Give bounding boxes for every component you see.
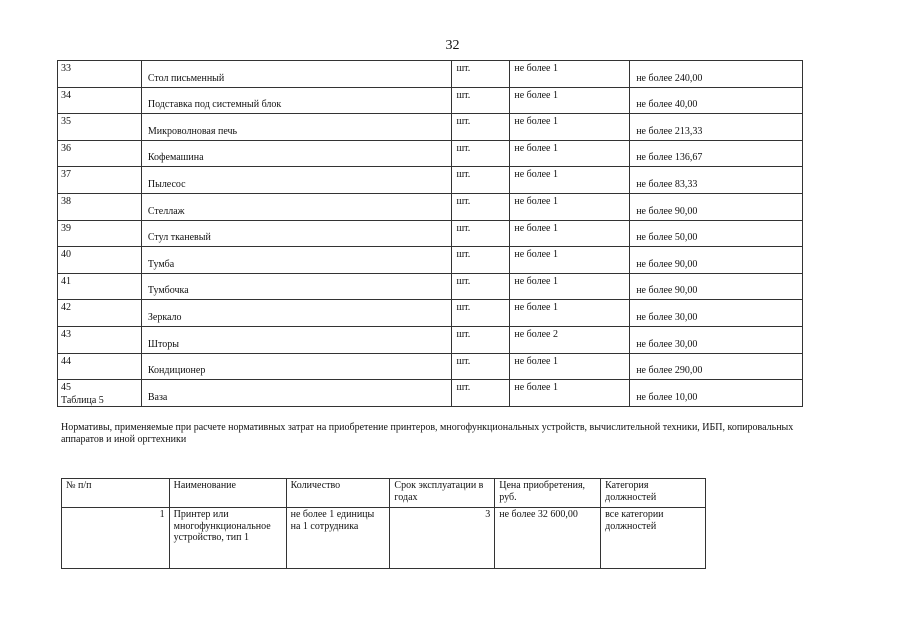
cell-qty: не более 1 <box>510 380 630 407</box>
cell-price: не более 30,00 <box>630 326 803 353</box>
cell-price: не более 32 600,00 <box>495 508 601 569</box>
cell-num: 35 <box>58 114 142 141</box>
cell-name: Шторы <box>141 326 452 353</box>
table-row <box>58 220 803 247</box>
cell-num: 1 <box>62 508 170 569</box>
cell-num: 45 <box>58 380 142 407</box>
cell-price: не более 136,67 <box>630 140 803 167</box>
cell-price: не более 90,00 <box>630 193 803 220</box>
cell-qty: не более 1 <box>510 353 630 380</box>
table-row <box>58 380 803 407</box>
cell-num: 40 <box>58 247 142 274</box>
header-num: № п/п <box>62 479 170 508</box>
cell-num: 42 <box>58 300 142 327</box>
cell-name: Стеллаж <box>141 193 452 220</box>
cell-unit: шт. <box>452 193 510 220</box>
table-row <box>58 167 803 194</box>
cell-qty: не более 1 <box>510 300 630 327</box>
cell-price: не более 90,00 <box>630 247 803 274</box>
cell-name: Тумба <box>141 247 452 274</box>
cell-price: не более 10,00 <box>630 380 803 407</box>
cell-num: 41 <box>58 273 142 300</box>
table-row <box>58 273 803 300</box>
cell-qty: не более 1 <box>510 114 630 141</box>
cell-unit: шт. <box>452 87 510 114</box>
cell-name: Тумбочка <box>141 273 452 300</box>
cell-qty: не более 1 <box>510 247 630 274</box>
header-term: Срок эксплуатации в годах <box>390 479 495 508</box>
cell-qty: не более 1 <box>510 193 630 220</box>
header-category: Категория должностей <box>601 479 706 508</box>
equipment-table <box>61 478 706 569</box>
header-qty: Количество <box>286 479 390 508</box>
table-description: Нормативы, применяемые при расчете нормативных затрат на приобретение принтеров, многофункциональных устройств, вычислительной техники, ИБП, копировальных аппаратов и иной оргтехники <box>61 422 794 445</box>
table-row <box>62 508 706 569</box>
cell-unit: шт. <box>452 220 510 247</box>
table-row <box>58 326 803 353</box>
cell-category: все категории должностей <box>601 508 706 569</box>
cell-name: Кофемашина <box>141 140 452 167</box>
cell-price: не более 213,33 <box>630 114 803 141</box>
table-row <box>58 300 803 327</box>
cell-num: 38 <box>58 193 142 220</box>
cell-num: 43 <box>58 326 142 353</box>
table-row <box>58 353 803 380</box>
cell-price: не более 240,00 <box>630 61 803 88</box>
cell-price: не более 30,00 <box>630 300 803 327</box>
cell-name: Подставка под системный блок <box>141 87 452 114</box>
cell-qty: не более 1 <box>510 140 630 167</box>
cell-num: 33 <box>58 61 142 88</box>
cell-num: 36 <box>58 140 142 167</box>
cell-unit: шт. <box>452 114 510 141</box>
table-row <box>58 247 803 274</box>
table-row <box>58 87 803 114</box>
cell-price: не более 290,00 <box>630 353 803 380</box>
cell-qty: не более 1 <box>510 273 630 300</box>
cell-name: Принтер или многофункциональное устройство, тип 1 <box>169 508 286 569</box>
table-row <box>58 61 803 88</box>
cell-unit: шт. <box>452 247 510 274</box>
cell-name: Ваза <box>141 380 452 407</box>
cell-num: 39 <box>58 220 142 247</box>
cell-name: Стол письменный <box>141 61 452 88</box>
cell-price: не более 83,33 <box>630 167 803 194</box>
cell-qty: не более 1 единицы на 1 сотрудника <box>286 508 390 569</box>
cell-price: не более 90,00 <box>630 273 803 300</box>
cell-qty: не более 2 <box>510 326 630 353</box>
cell-name: Пылесос <box>141 167 452 194</box>
cell-num: 37 <box>58 167 142 194</box>
cell-unit: шт. <box>452 167 510 194</box>
table-row <box>58 193 803 220</box>
cell-num: 44 <box>58 353 142 380</box>
cell-unit: шт. <box>452 273 510 300</box>
furniture-table <box>57 60 803 407</box>
cell-name: Стул тканевый <box>141 220 452 247</box>
cell-name: Кондиционер <box>141 353 452 380</box>
cell-unit: шт. <box>452 353 510 380</box>
cell-term: 3 <box>390 508 495 569</box>
table-row <box>58 114 803 141</box>
cell-qty: не более 1 <box>510 167 630 194</box>
cell-qty: не более 1 <box>510 61 630 88</box>
page-number: 32 <box>445 38 460 53</box>
header-price: Цена приобретения, руб. <box>495 479 601 508</box>
table-caption: Таблица 5 <box>61 395 104 406</box>
cell-qty: не более 1 <box>510 87 630 114</box>
cell-unit: шт. <box>452 140 510 167</box>
cell-unit: шт. <box>452 61 510 88</box>
cell-unit: шт. <box>452 380 510 407</box>
table-row <box>58 140 803 167</box>
cell-unit: шт. <box>452 300 510 327</box>
cell-qty: не более 1 <box>510 220 630 247</box>
cell-name: Зеркало <box>141 300 452 327</box>
cell-price: не более 50,00 <box>630 220 803 247</box>
header-name: Наименование <box>169 479 286 508</box>
cell-num: 34 <box>58 87 142 114</box>
cell-unit: шт. <box>452 326 510 353</box>
cell-price: не более 40,00 <box>630 87 803 114</box>
table-header-row <box>62 479 706 508</box>
cell-name: Микроволновая печь <box>141 114 452 141</box>
